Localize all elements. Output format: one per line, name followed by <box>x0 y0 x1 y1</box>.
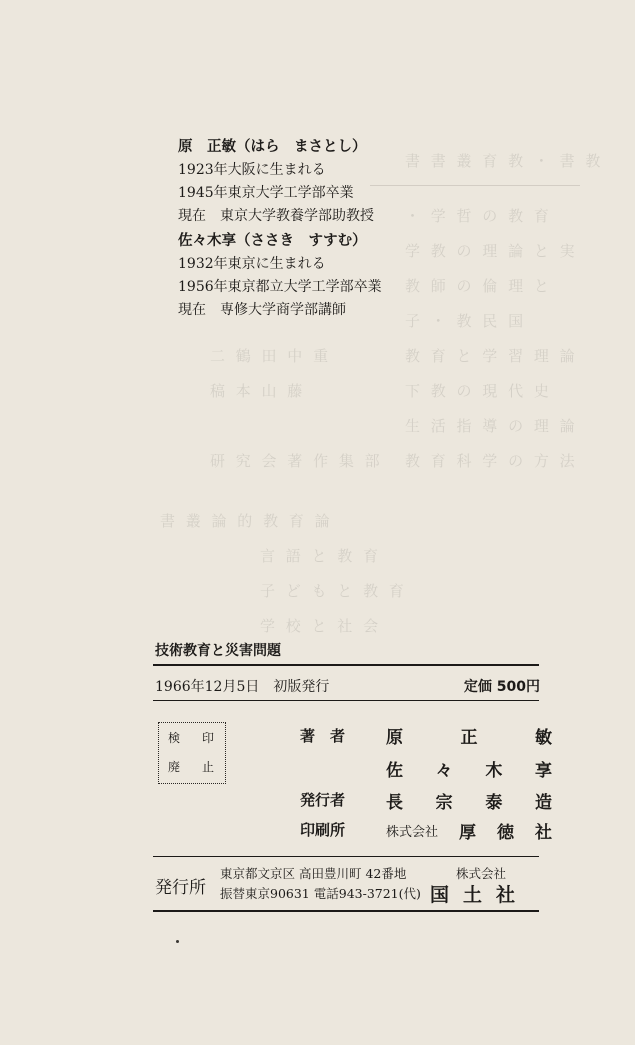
publisher-person <box>386 788 552 813</box>
author-label: 著 者 <box>300 727 346 745</box>
name-char: 原 <box>386 728 403 748</box>
name-char: 木 <box>485 761 503 781</box>
author1-bio-line: 現在 東京大学教養学部助教授 <box>178 208 374 224</box>
name-char: 長 <box>386 793 403 813</box>
publisher-name: 国土社 <box>430 884 530 906</box>
divider <box>153 664 539 666</box>
publishing-house-label: 発行所 <box>155 878 206 898</box>
name-char: 造 <box>534 793 552 813</box>
stamp-char: 廃 <box>168 760 181 774</box>
seal-stamp-box <box>158 722 226 784</box>
book-title: 技術教育と災害問題 <box>155 643 281 659</box>
author2-bio-line: 1956年東京都立大学工学部卒業 <box>178 279 382 295</box>
edition-date: 1966年12月5日 初版発行 <box>155 679 330 695</box>
name-char: 々 <box>435 761 453 781</box>
author2-name: 佐々木享（ささき すすむ） <box>178 233 367 249</box>
author2-bio-line: 1932年東京に生まれる <box>178 256 326 272</box>
ink-speck <box>176 940 179 943</box>
name-char: 佐 <box>386 761 403 781</box>
publisher-address: 東京都文京区 高田豊川町 42番地 <box>220 866 407 881</box>
name-char: 泰 <box>485 793 503 813</box>
author1-credit <box>386 723 552 748</box>
name-char: 正 <box>460 728 478 748</box>
divider <box>153 700 539 701</box>
author1-bio-line: 1945年東京大学工学部卒業 <box>178 185 354 201</box>
stamp-char: 検 <box>168 731 181 745</box>
author1-bio-line: 1923年大阪に生まれる <box>178 162 326 178</box>
name-char: 敏 <box>535 728 552 748</box>
name-char: 享 <box>534 761 552 781</box>
author1-name: 原 正敏（はら まさとし） <box>178 139 367 155</box>
author-biographies <box>178 136 382 322</box>
stamp-char: 印 <box>202 731 215 745</box>
divider <box>153 856 539 857</box>
printer-prefix: 株式会社 <box>386 825 439 840</box>
stamp-char: 止 <box>202 760 215 774</box>
publisher-label: 発行者 <box>300 791 346 809</box>
divider <box>153 910 539 912</box>
printer-label: 印刷所 <box>300 821 346 839</box>
name-char: 徳 <box>496 823 514 843</box>
printer-credit <box>386 818 552 843</box>
price: 定価 500円 <box>463 679 540 695</box>
name-char: 厚 <box>459 823 476 843</box>
publisher-phone: 振替東京90631 電話943-3721(代) <box>220 886 421 901</box>
publisher-corp-prefix: 株式会社 <box>456 866 507 881</box>
author2-credit <box>386 756 552 781</box>
author2-bio-line: 現在 専修大学商学部講師 <box>178 302 346 318</box>
name-char: 宗 <box>435 793 453 813</box>
name-char: 社 <box>534 823 552 843</box>
